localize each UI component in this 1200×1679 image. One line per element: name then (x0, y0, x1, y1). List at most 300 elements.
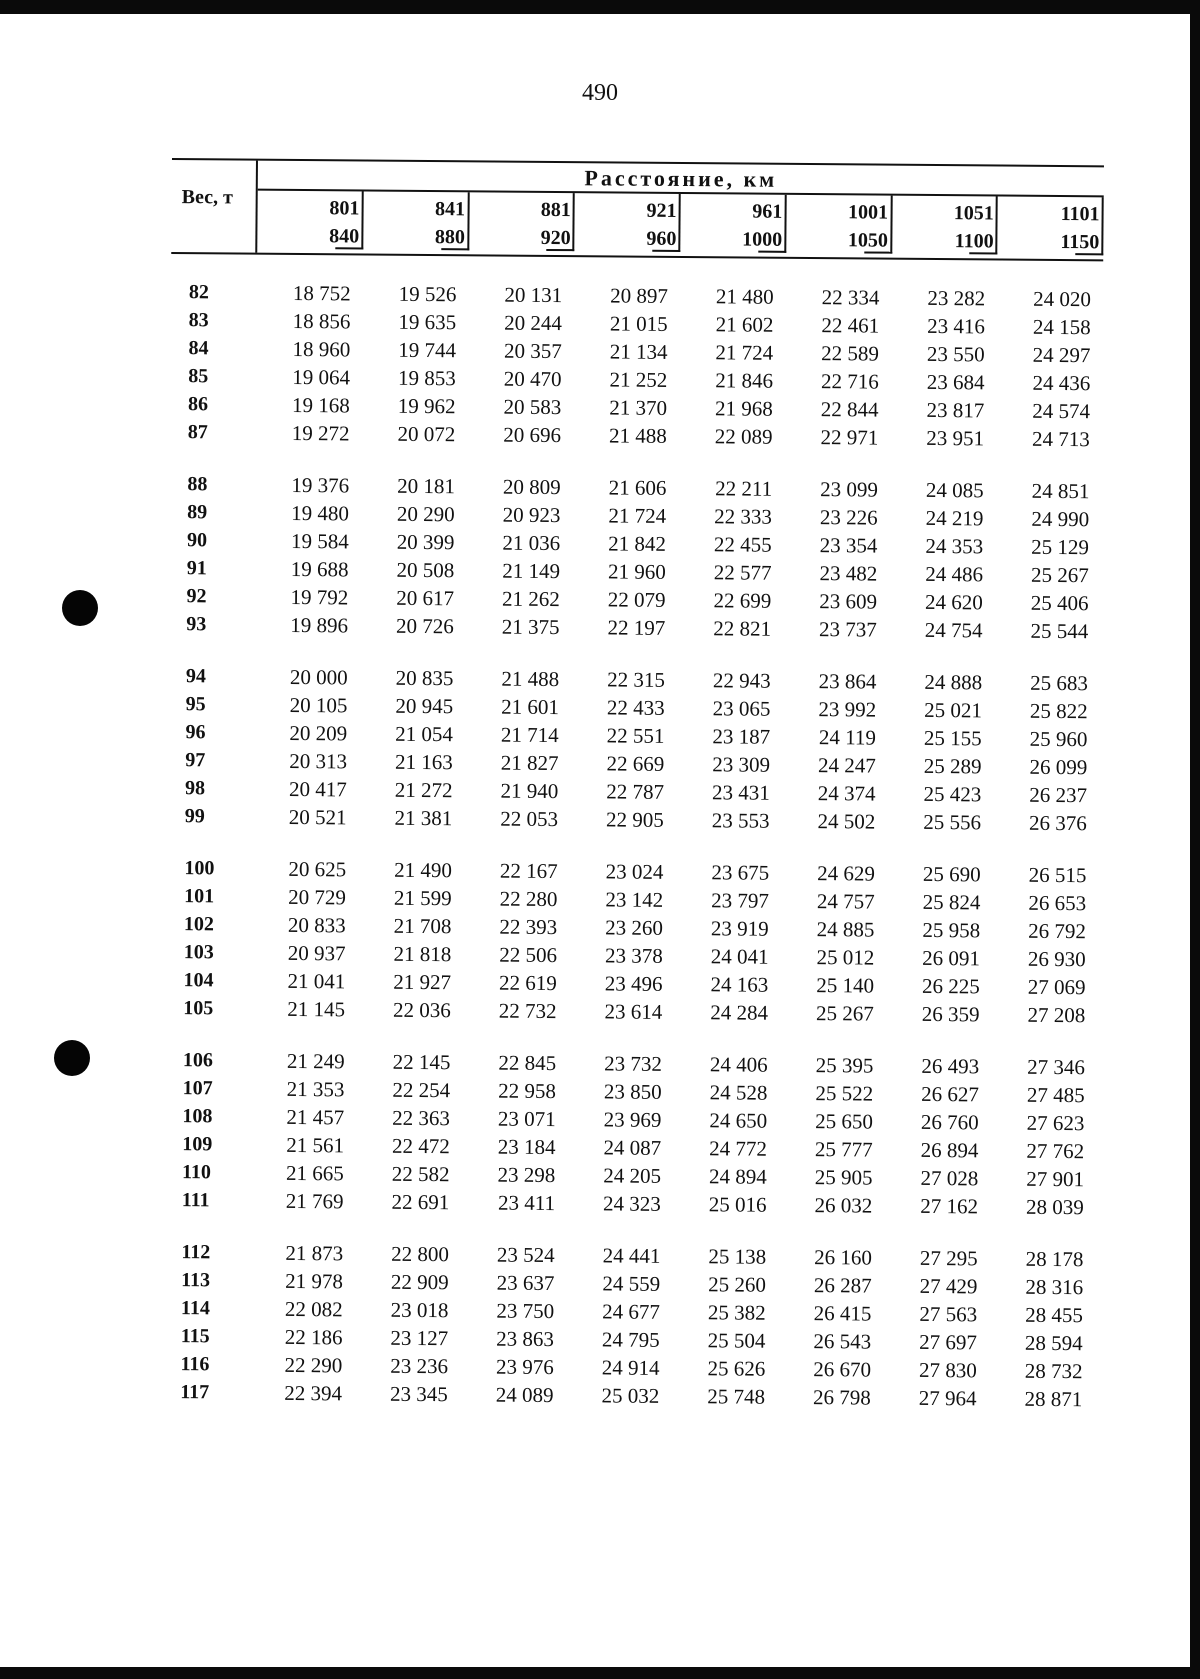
value-cell: 21 249 (286, 1048, 345, 1073)
value-cell: 23 378 (604, 942, 663, 968)
weight-cell: 97 (185, 748, 206, 771)
value-cell: 21 818 (393, 941, 452, 966)
scan-border-top (0, 0, 1200, 14)
weight-cell: 95 (185, 692, 206, 715)
value-cell: 24 713 (1031, 426, 1090, 451)
value-cell: 24 559 (602, 1270, 661, 1296)
value-cell: 24 323 (602, 1190, 661, 1216)
value-cell: 21 375 (501, 614, 560, 639)
weight-cell: 89 (187, 500, 208, 523)
value-cell: 21 960 (607, 558, 666, 584)
value-cell: 24 284 (710, 999, 769, 1025)
value-cell: 22 619 (498, 970, 557, 995)
weight-cell: 112 (181, 1240, 211, 1263)
value-cells (251, 996, 1097, 1028)
value-cell: 20 244 (504, 310, 563, 335)
value-cell: 21 714 (500, 722, 559, 747)
value-cell: 23 354 (819, 532, 878, 558)
value-cell: 24 119 (818, 724, 877, 750)
value-cell: 19 896 (290, 612, 349, 637)
value-cell: 27 346 (1027, 1054, 1085, 1079)
value-cell: 22 582 (391, 1161, 450, 1186)
value-cell: 22 280 (499, 886, 558, 911)
value-cell: 21 606 (608, 474, 667, 500)
value-cell: 22 211 (715, 475, 773, 501)
value-cell: 28 732 (1024, 1358, 1083, 1383)
value-cell: 28 039 (1025, 1194, 1084, 1219)
value-cell: 21 488 (501, 666, 560, 691)
value-cell: 22 290 (284, 1352, 343, 1377)
value-cell: 25 267 (1030, 562, 1089, 587)
value-cell: 24 374 (817, 780, 876, 806)
punch-hole-upper (62, 590, 98, 626)
distance-range-header (574, 193, 680, 256)
value-cell: 23 850 (603, 1078, 662, 1104)
value-cell: 23 863 (496, 1326, 555, 1351)
distance-range-header (469, 192, 575, 255)
value-cell: 25 012 (816, 944, 875, 970)
value-cell: 20 000 (289, 664, 348, 689)
value-cell: 25 021 (924, 697, 983, 722)
value-cell: 24 757 (816, 888, 875, 914)
value-cell: 22 669 (606, 750, 665, 776)
weight-cell: 116 (180, 1352, 210, 1375)
value-cell: 22 036 (392, 997, 451, 1022)
value-cell: 27 208 (1027, 1002, 1086, 1027)
range-to: 1000 (742, 228, 783, 251)
value-cell: 20 625 (288, 856, 347, 881)
distance-range-header (786, 195, 892, 258)
value-cell: 24 020 (1033, 286, 1092, 311)
value-cell: 21 599 (393, 885, 452, 910)
value-cell: 24 441 (602, 1242, 661, 1268)
value-cell: 26 670 (813, 1356, 872, 1382)
value-cell: 21 163 (394, 749, 453, 774)
value-cell: 23 496 (604, 970, 663, 996)
value-cell: 18 856 (292, 308, 351, 333)
value-cell: 25 016 (708, 1191, 767, 1217)
value-cell: 22 461 (821, 312, 880, 338)
value-cell: 22 333 (714, 503, 773, 529)
value-cell: 22 699 (713, 587, 772, 613)
table-row (162, 1378, 1094, 1413)
value-cell: 24 436 (1032, 370, 1091, 395)
value-cell: 27 028 (920, 1165, 979, 1190)
row-group (167, 662, 1100, 837)
value-cell: 25 690 (922, 861, 981, 886)
value-cell: 23 024 (605, 858, 664, 884)
value-cell: 25 822 (1029, 698, 1088, 723)
value-cell: 20 945 (395, 693, 454, 718)
value-cell: 25 650 (815, 1108, 874, 1134)
distance-header: Расстояние, км (258, 161, 1104, 198)
value-cell: 26 627 (921, 1081, 980, 1106)
value-cell: 23 236 (390, 1353, 449, 1378)
value-cell: 22 455 (713, 531, 772, 557)
value-cell: 22 909 (390, 1269, 449, 1294)
value-cell: 26 237 (1029, 782, 1088, 807)
value-cell: 23 142 (605, 886, 664, 912)
value-cell: 22 145 (392, 1049, 451, 1074)
value-cell: 27 830 (918, 1357, 977, 1382)
value-cell: 20 809 (502, 474, 561, 499)
value-cell: 22 315 (607, 666, 666, 692)
weight-cell: 86 (187, 392, 209, 415)
value-cell: 23 282 (927, 285, 986, 310)
value-cell: 25 544 (1030, 618, 1089, 643)
value-cell: 21 149 (502, 558, 561, 583)
value-cell: 27 697 (919, 1329, 978, 1354)
value-cell: 26 160 (814, 1244, 872, 1270)
value-cell: 22 089 (714, 423, 773, 449)
value-cell: 19 744 (398, 337, 457, 362)
value-cell: 23 684 (926, 369, 985, 394)
weight-cell: 104 (183, 968, 214, 991)
value-cell: 23 976 (495, 1354, 554, 1379)
range-to: 1100 (954, 230, 994, 253)
value-cell: 24 041 (710, 943, 769, 969)
value-cell: 26 792 (1028, 918, 1087, 943)
weight-cell: 107 (182, 1076, 213, 1099)
value-cell: 23 614 (604, 998, 663, 1024)
weight-cell: 103 (183, 940, 214, 963)
value-cells (254, 612, 1100, 644)
value-cell: 21 927 (393, 969, 452, 994)
value-cell: 21 488 (608, 422, 667, 448)
range-to: 880 (434, 226, 465, 249)
value-cell: 24 486 (925, 561, 984, 586)
weight-cell: 83 (188, 308, 209, 331)
value-cell: 20 290 (396, 501, 455, 526)
value-cell: 25 382 (707, 1299, 766, 1325)
value-cell: 22 716 (820, 368, 879, 394)
value-cell: 23 018 (390, 1297, 449, 1322)
value-cell: 24 087 (603, 1134, 662, 1160)
value-cell: 22 589 (821, 340, 880, 366)
value-cell: 20 835 (395, 665, 454, 690)
value-cell: 21 381 (394, 805, 453, 830)
value-cell: 27 563 (919, 1301, 978, 1326)
value-cell: 20 833 (287, 912, 346, 937)
weight-cell: 105 (183, 996, 214, 1019)
weight-cell: 111 (181, 1188, 210, 1211)
value-cell: 22 334 (821, 284, 880, 310)
weight-cell: 99 (184, 804, 205, 827)
value-cell: 25 289 (923, 753, 982, 778)
value-cell: 20 937 (287, 940, 346, 965)
value-cell: 25 260 (708, 1271, 767, 1297)
value-cell: 20 105 (289, 692, 348, 717)
value-cell: 21 480 (715, 283, 774, 309)
value-cell: 20 923 (502, 502, 561, 527)
value-cell: 20 508 (396, 557, 455, 582)
value-cell: 24 650 (709, 1107, 768, 1133)
value-cell: 21 561 (286, 1132, 345, 1157)
table-row (167, 802, 1099, 837)
weight-cell: 110 (181, 1160, 212, 1183)
value-cell: 24 885 (816, 916, 875, 942)
value-cells (253, 804, 1099, 836)
value-cell: 24 205 (603, 1162, 662, 1188)
value-cell: 23 637 (496, 1270, 555, 1295)
table-row (168, 610, 1100, 645)
value-cell: 25 748 (707, 1383, 766, 1409)
value-cell: 21 054 (395, 721, 454, 746)
range-to: 1150 (1060, 230, 1100, 254)
page-number: 490 (582, 80, 618, 106)
weight-cell: 91 (186, 556, 207, 579)
weight-cell: 93 (186, 612, 207, 635)
value-cell: 23 737 (818, 616, 877, 642)
weight-cell: 109 (182, 1132, 213, 1155)
weight-column-header (171, 160, 258, 253)
value-cell: 24 502 (817, 808, 876, 834)
value-cell: 20 399 (396, 529, 455, 554)
value-cell: 20 617 (396, 585, 455, 610)
weight-cell: 117 (180, 1380, 210, 1403)
value-cell: 27 069 (1027, 974, 1086, 999)
value-cell: 23 817 (926, 397, 985, 422)
value-cell: 27 485 (1026, 1082, 1085, 1107)
value-cell: 22 943 (712, 667, 771, 693)
value-cell: 23 732 (604, 1050, 662, 1076)
value-cell: 27 762 (1026, 1138, 1085, 1163)
value-cell: 24 089 (495, 1382, 554, 1407)
value-cell: 26 359 (921, 1001, 980, 1026)
value-cell: 25 626 (707, 1355, 766, 1381)
value-cell: 27 964 (918, 1385, 977, 1410)
value-cell: 23 553 (711, 807, 770, 833)
weight-cell: 100 (184, 856, 215, 879)
value-cell: 24 677 (602, 1298, 661, 1324)
table-header (171, 158, 1104, 261)
value-cell: 20 313 (289, 748, 348, 773)
value-cell: 22 079 (607, 586, 666, 612)
value-cell: 25 556 (923, 809, 982, 834)
tariff-table (162, 158, 1104, 1413)
value-cell: 22 800 (391, 1241, 449, 1266)
distance-range-header (680, 194, 786, 257)
value-cell: 20 209 (289, 720, 348, 745)
value-cell: 24 754 (924, 617, 983, 642)
value-cell: 24 219 (925, 505, 984, 530)
value-cell: 24 795 (601, 1326, 660, 1352)
value-cell: 21 968 (714, 395, 773, 421)
row-group (162, 1238, 1095, 1413)
value-cell: 22 394 (284, 1380, 343, 1405)
value-cell: 19 792 (290, 584, 349, 609)
value-cell: 23 345 (389, 1381, 448, 1406)
value-cell: 22 472 (391, 1133, 450, 1158)
value-cell: 21 041 (287, 968, 346, 993)
value-cell: 25 129 (1031, 534, 1090, 559)
value-cell: 22 082 (284, 1296, 343, 1321)
value-cell: 23 260 (605, 914, 664, 940)
value-cell: 22 393 (499, 914, 558, 939)
value-cell: 23 065 (712, 695, 771, 721)
weight-cell: 82 (188, 280, 210, 303)
value-cell: 24 247 (817, 752, 876, 778)
value-cell: 21 353 (286, 1076, 345, 1101)
value-cell: 25 140 (816, 972, 875, 998)
value-cells (248, 1380, 1094, 1412)
value-cell: 24 406 (709, 1051, 768, 1077)
value-cell: 20 729 (288, 884, 347, 909)
value-cell: 19 480 (291, 500, 350, 525)
value-cell: 26 415 (813, 1300, 872, 1326)
table-row (170, 418, 1102, 453)
value-cell: 26 894 (920, 1137, 979, 1162)
value-cell: 26 225 (921, 973, 980, 998)
value-cell: 24 163 (710, 971, 769, 997)
value-cell: 23 298 (497, 1162, 556, 1187)
weight-cell: 113 (181, 1268, 211, 1291)
value-cell: 23 411 (497, 1190, 556, 1215)
value-cell: 22 197 (607, 614, 666, 640)
value-cell: 22 186 (284, 1324, 343, 1349)
value-cell: 23 550 (926, 341, 985, 366)
value-cell: 21 769 (285, 1188, 344, 1213)
value-cell: 23 992 (818, 696, 877, 722)
value-cell: 23 187 (712, 723, 771, 749)
value-cell: 18 960 (292, 336, 351, 361)
value-cell: 25 155 (923, 725, 982, 750)
value-cell: 19 064 (292, 364, 351, 389)
value-cell: 25 267 (815, 1000, 874, 1026)
value-cell: 25 423 (923, 781, 982, 806)
value-cell: 20 417 (288, 776, 347, 801)
weight-cell: 88 (187, 472, 208, 495)
value-cell: 23 099 (820, 476, 879, 502)
value-cell: 21 015 (609, 310, 668, 336)
weight-cell: 115 (180, 1324, 210, 1347)
scan-border-bottom (0, 1667, 1200, 1679)
value-cell: 25 777 (814, 1136, 873, 1162)
value-cell: 22 732 (498, 998, 557, 1023)
value-cell: 24 629 (817, 860, 876, 886)
value-cell: 24 353 (925, 533, 984, 558)
value-cell: 24 528 (709, 1079, 768, 1105)
table-body (162, 278, 1103, 1413)
value-cell: 21 724 (608, 502, 667, 528)
value-cell: 23 864 (818, 668, 877, 694)
value-cell: 25 406 (1030, 590, 1089, 615)
range-from: 881 (540, 198, 571, 222)
weight-cell: 90 (186, 528, 208, 551)
range-from: 1001 (848, 201, 889, 224)
value-cell: 21 272 (394, 777, 453, 802)
value-cell: 22 821 (713, 615, 772, 641)
value-cell: 26 099 (1029, 754, 1088, 779)
value-cell: 20 470 (503, 366, 562, 391)
range-to: 1050 (847, 229, 888, 252)
value-cell: 21 827 (500, 750, 559, 775)
value-cell: 21 252 (609, 366, 668, 392)
value-cell: 28 594 (1024, 1330, 1083, 1355)
value-cell: 25 032 (601, 1382, 660, 1408)
value-cell: 26 760 (920, 1109, 979, 1134)
value-cells (256, 420, 1102, 452)
value-cell: 22 254 (392, 1077, 451, 1102)
value-cell: 22 787 (606, 778, 665, 804)
value-cell: 21 457 (286, 1104, 345, 1129)
value-cell: 24 085 (925, 477, 984, 502)
value-cell: 23 969 (603, 1106, 662, 1132)
value-cell: 20 131 (504, 282, 563, 307)
value-cell: 21 940 (500, 778, 559, 803)
value-cell: 26 653 (1028, 890, 1087, 915)
weight-cell: 98 (184, 776, 206, 799)
value-cell: 22 971 (820, 424, 879, 450)
value-cell: 21 134 (609, 338, 668, 364)
value-cell: 23 127 (390, 1325, 449, 1350)
value-cell: 20 072 (397, 421, 456, 446)
value-cell: 27 295 (919, 1245, 978, 1270)
value-cell: 24 990 (1031, 506, 1090, 531)
value-cell: 23 750 (496, 1298, 555, 1323)
value-cell: 25 905 (814, 1164, 873, 1190)
value-cell: 20 726 (395, 613, 454, 638)
weight-cell: 108 (182, 1104, 213, 1127)
value-cell: 22 845 (498, 1050, 557, 1075)
value-cell: 22 958 (498, 1078, 557, 1103)
value-cell: 22 167 (499, 858, 558, 883)
value-cell: 24 574 (1032, 398, 1091, 423)
value-cell: 27 623 (1026, 1110, 1085, 1135)
value-cell: 28 871 (1024, 1386, 1083, 1411)
value-cell: 25 960 (1029, 726, 1088, 751)
value-cell: 22 905 (605, 806, 664, 832)
table-row (164, 1186, 1096, 1221)
value-cell: 26 091 (922, 945, 981, 970)
range-from: 1051 (953, 202, 994, 225)
range-from: 801 (329, 197, 360, 220)
weight-cell: 102 (183, 912, 215, 935)
weight-cell: 96 (185, 720, 206, 743)
range-from: 841 (435, 198, 466, 221)
range-to: 960 (646, 227, 677, 250)
value-cell: 26 930 (1027, 946, 1086, 971)
weight-cell: 101 (184, 884, 215, 907)
value-cell: 22 433 (606, 694, 665, 720)
value-cell: 20 583 (503, 394, 562, 419)
value-cell: 21 724 (715, 339, 774, 365)
value-cell: 24 772 (709, 1135, 768, 1161)
range-from: 1101 (1060, 202, 1100, 226)
value-cell: 21 602 (715, 311, 774, 337)
value-cell: 19 962 (397, 393, 456, 418)
value-cell: 28 455 (1025, 1302, 1084, 1327)
value-cell: 24 914 (601, 1354, 660, 1380)
value-cell: 26 798 (812, 1384, 871, 1410)
value-cell: 25 958 (922, 917, 981, 942)
value-cell: 24 888 (924, 669, 983, 694)
value-cell: 21 708 (393, 913, 452, 938)
value-cell: 21 846 (715, 367, 774, 393)
row-group (170, 278, 1103, 453)
value-cell: 26 032 (814, 1192, 873, 1218)
value-cell: 19 853 (397, 365, 456, 390)
value-cell: 23 951 (926, 425, 985, 450)
table-row (165, 994, 1097, 1029)
value-cell: 21 665 (285, 1160, 344, 1185)
value-cell: 25 522 (815, 1080, 874, 1106)
value-cell: 21 978 (285, 1268, 344, 1293)
value-cell: 26 493 (921, 1053, 980, 1078)
value-cell: 19 272 (291, 420, 350, 445)
value-cell: 26 515 (1028, 862, 1087, 887)
distance-range-header (363, 192, 469, 255)
